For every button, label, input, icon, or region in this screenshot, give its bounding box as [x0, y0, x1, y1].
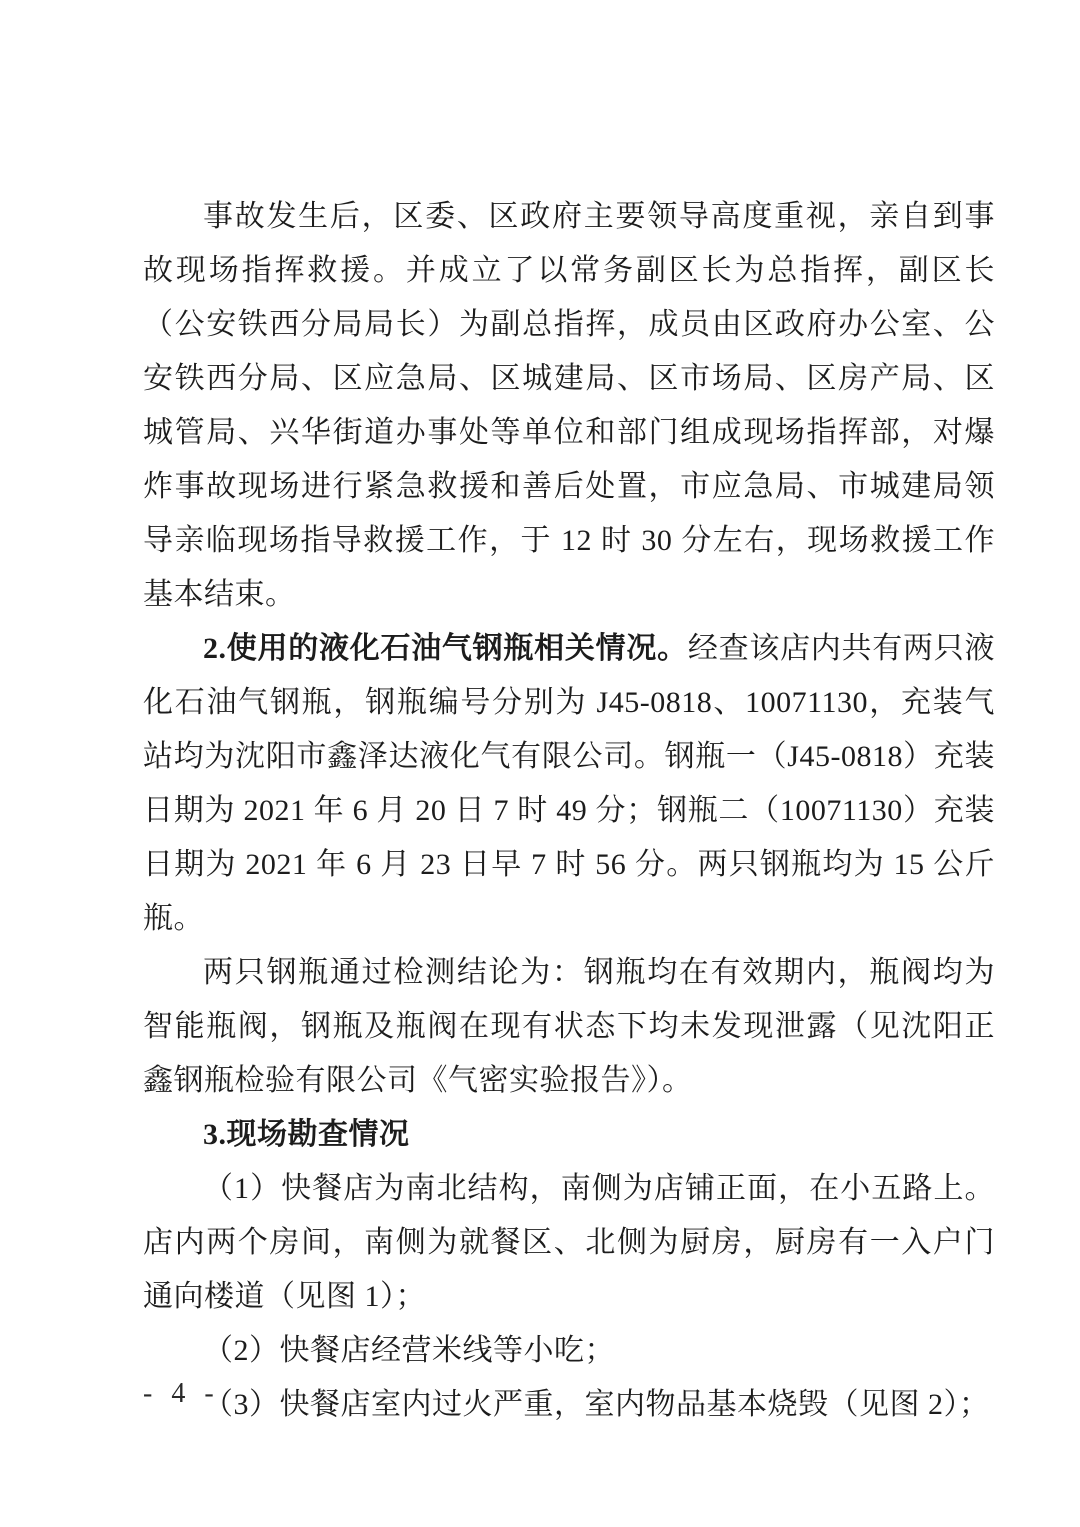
- survey-item-1-paragraph: [143, 1162, 995, 1324]
- section-3-heading-text: 3.现场勘查情况: [203, 1118, 410, 1151]
- paragraph-text: 事故发生后，区委、区政府主要领导高度重视，亲自到事故现场指挥救援。并成立了以常务副区长为总指挥，副区长（公安铁西分局局长）为副总指挥，成员由区政府办公室、公安铁西分局、区应急局、区城建局、区市场局、区房产局、区城管局、兴华街道办事处等单位和部门组成现场指挥部，对爆炸事故现场进行紧急救援和善后处置，市应急局、市城建局领导亲临现场指导救援工作，于 12 时 30 分左右，现场救援工作基本结束。: [143, 200, 995, 611]
- paragraph-text: 经查该店内共有两只液化石油气钢瓶，钢瓶编号分别为 J45-0818、10071130，充装气站均为沈阳市鑫泽达液化气有限公司。钢瓶一（J45-0818）充装日期为 2021 年 6 月 20 日 7 时 49 分；钢瓶二（10071130）充装日期为 2021 年 6 月 23 日早 7 时 56 分。两只钢瓶均为 15 公斤瓶。: [143, 632, 996, 935]
- paragraph-text: （3）快餐店室内过火严重，室内物品基本烧毁（见图 2）；: [203, 1388, 990, 1421]
- cylinder-test-result-paragraph: [143, 946, 995, 1108]
- page-number: - 4 -: [143, 1378, 220, 1409]
- rescue-command-paragraph: [143, 190, 995, 622]
- survey-item-2-paragraph: [143, 1324, 995, 1378]
- paragraph-text: （1）快餐店为南北结构，南侧为店铺正面，在小五路上。店内两个房间，南侧为就餐区、北侧为厨房，厨房有一入户门通向楼道（见图 1）；: [143, 1172, 995, 1313]
- section-3-heading: [143, 1108, 995, 1162]
- paragraph-text: 两只钢瓶通过检测结论为：钢瓶均在有效期内，瓶阀均为智能瓶阀，钢瓶及瓶阀在现有状态下均未发现泄露（见沈阳正鑫钢瓶检验有限公司《气密实验报告》）。: [143, 956, 995, 1097]
- paragraph-text: （2）快餐店经营米线等小吃；: [203, 1334, 615, 1367]
- section-2-cylinder-paragraph: [143, 622, 995, 946]
- survey-item-3-paragraph: [143, 1378, 995, 1432]
- section-2-heading-text: 2.使用的液化石油气钢瓶相关情况。: [203, 632, 688, 665]
- document-body: [143, 190, 995, 1432]
